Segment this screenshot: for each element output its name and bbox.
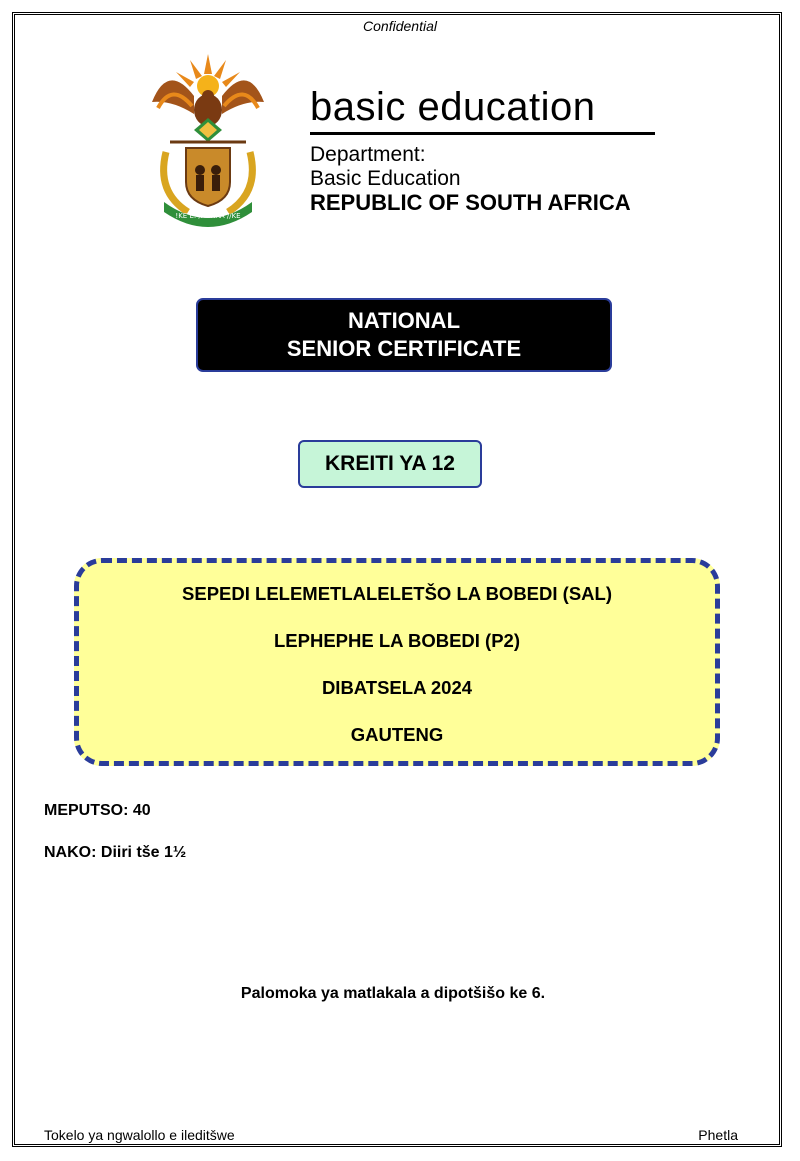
paper-number: LEPHEPHE LA BOBEDI (P2) <box>273 630 520 651</box>
certificate-line-2: SENIOR CERTIFICATE <box>286 336 522 361</box>
subject-panel <box>74 558 720 766</box>
crest-motto: !KE E: /XARRA //KE <box>175 212 241 220</box>
brand-country: REPUBLIC OF SOUTH AFRICA <box>310 190 631 215</box>
marks-info: MEPUTSO: 40 <box>44 802 151 819</box>
copyright-footer: Tokelo ya ngwalollo e ileditšwe <box>44 1127 235 1143</box>
subject-title: SEPEDI LELEMETLALELETŠO LA BOBEDI (SAL) <box>182 583 612 604</box>
province: GAUTENG <box>350 724 444 745</box>
exam-session: DIBATSELA 2024 <box>321 677 473 698</box>
time-info: NAKO: Diiri tše 1½ <box>44 844 187 861</box>
certificate-banner <box>196 298 612 372</box>
grade-label: KREITI YA 12 <box>325 452 455 475</box>
certificate-line-1: NATIONAL <box>347 308 461 333</box>
brand-basic-education: Basic Education <box>310 167 461 190</box>
brand-department: Department: <box>310 143 426 166</box>
confidential-label: Confidential <box>363 18 437 34</box>
coat-of-arms-icon <box>138 52 278 227</box>
grade-badge <box>298 440 482 488</box>
page-count-note: Palomoka ya matlakala a dipotšišo ke 6. <box>240 985 546 1002</box>
turn-over-footer: Phetla <box>698 1127 738 1143</box>
department-branding <box>310 84 660 215</box>
brand-title: basic education <box>310 84 655 135</box>
